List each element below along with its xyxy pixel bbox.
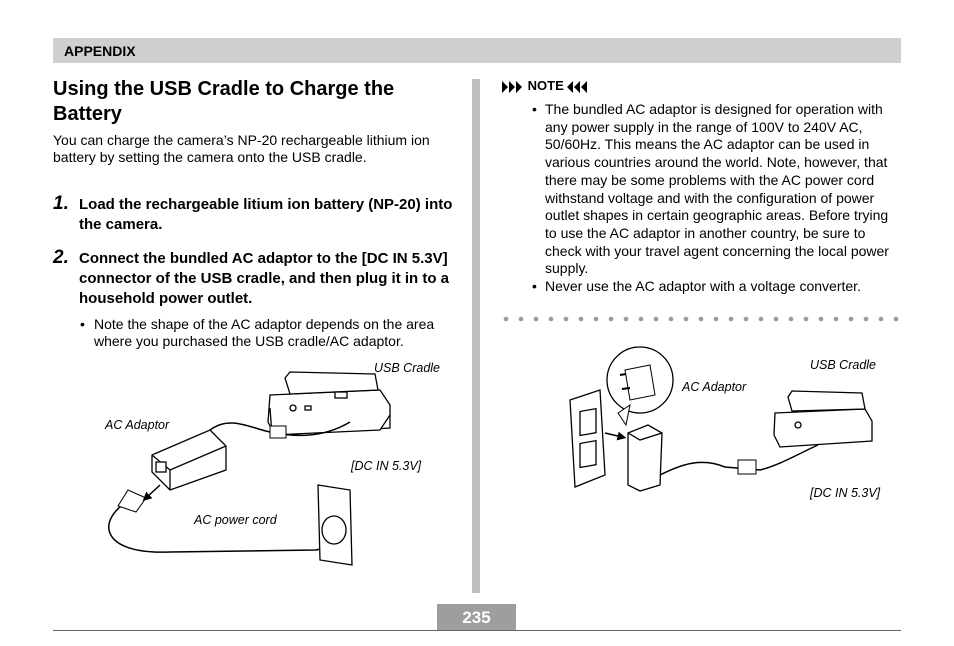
ac-adaptor-drawing [628, 425, 662, 491]
page-number: 235 [462, 608, 491, 627]
bullet: • [532, 101, 537, 117]
section-label: APPENDIX [64, 43, 136, 59]
footer-rule [53, 630, 901, 631]
step-text: Connect the bundled AC adaptor to the [DC IN 5.3V] connector of the USB cradle, and then plug it in to a household power outlet. [79, 250, 450, 307]
label-dc-in-left: [DC IN 5.3V] [351, 459, 422, 473]
usb-cradle-drawing [774, 391, 872, 447]
bullet: • [80, 316, 85, 332]
note-heading [502, 78, 589, 93]
note-left-icon [502, 81, 524, 93]
column-divider [472, 79, 480, 593]
label-ac-adaptor-right: AC Adaptor [682, 380, 747, 394]
wall-outlet-drawing [570, 390, 605, 487]
label-usb-cradle-left: USB Cradle [374, 361, 440, 375]
page-title: Using the USB Cradle to Charge the Battery [53, 78, 395, 125]
intro-paragraph: You can charge the camera’s NP-20 rechargeable lithium ion battery by setting the camera onto the USB cradle. [53, 132, 430, 165]
label-dc-in-right: [DC IN 5.3V] [810, 486, 881, 500]
ac-adaptor-drawing [152, 430, 226, 490]
note-item-text: Never use the AC adaptor with a voltage converter. [545, 278, 861, 294]
note-right-icon [567, 81, 589, 93]
label-ac-adaptor-left: AC Adaptor [105, 418, 170, 432]
section-header [53, 38, 901, 63]
note-item-text: The bundled AC adaptor is designed for operation with any power supply in the range of 100V to 240V AC, 50/60Hz. This means the AC adaptor can be used in various countries around the world. Note, however, that there may be some problems with the AC power cord withstand voltage and with the configuration of power outlet shapes in certain geographic areas. Before trying to use the AC adaptor in another country, be sure to check with your travel agent concerning the local power supply. [545, 101, 889, 277]
bullet: • [532, 278, 537, 294]
bullet-text: Note the shape of the AC adaptor depends on the area where you purchased the USB cradle/AC adaptor. [94, 316, 435, 349]
step-text: Load the rechargeable litium ion battery (NP-20) into the camera. [79, 196, 453, 233]
step-number: 2. [53, 247, 69, 268]
note-label: NOTE [527, 78, 564, 93]
label-usb-cradle-right: USB Cradle [810, 358, 876, 372]
wall-outlet-drawing [318, 485, 352, 565]
label-ac-power-cord: AC power cord [194, 513, 277, 527]
dotted-separator [500, 314, 902, 324]
page-number-box [437, 604, 516, 630]
step-number: 1. [53, 193, 69, 214]
